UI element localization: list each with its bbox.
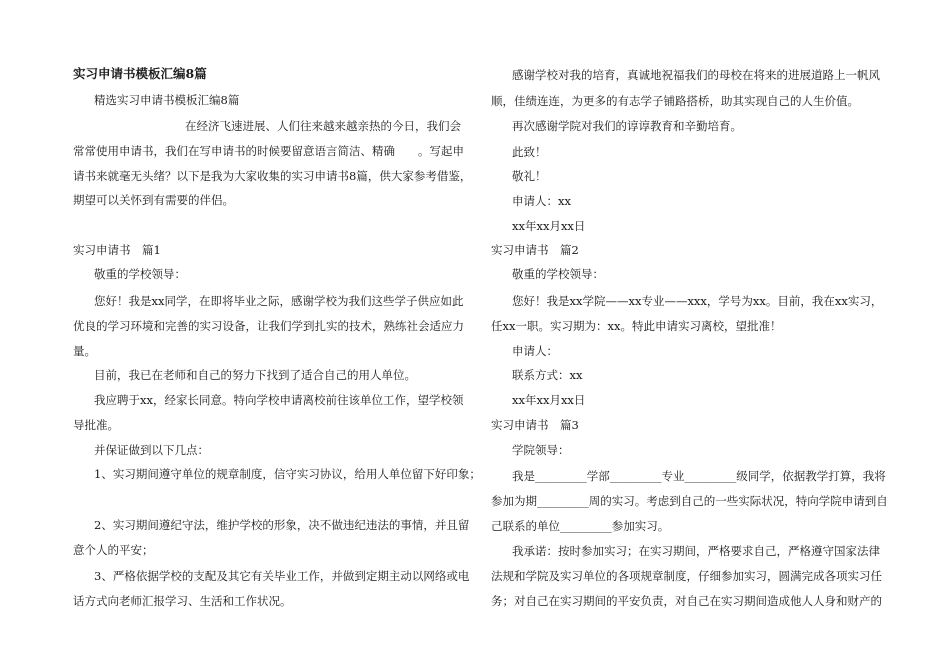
- list-item: 2、实习期间遵纪守法，维护学校的形象，决不做违纪违法的事情，并且留: [94, 518, 470, 532]
- list-item: 话方式向老师汇报学习、生活和工作状况。: [73, 594, 292, 608]
- date: xx年xx月xx日: [512, 393, 586, 407]
- paragraph-line: 务；对自己在实习期间的平安负责，对自己在实习期间造成他人人身和财产的: [491, 594, 882, 608]
- paragraph-line: 再次感谢学院对我们的谆谆教育和辛勤培育。: [512, 119, 742, 133]
- intro-line: 在经济飞速进展、人们往来越来越亲热的今日，我们会: [185, 119, 461, 133]
- paragraph-line: 量。: [73, 344, 96, 358]
- paragraph-line: 顺，佳绩连连，为更多的有志学子铺路搭桥，助其实现自己的人生价值。: [491, 94, 859, 108]
- paragraph-line: 并保证做到以下几点：: [94, 443, 209, 457]
- intro-line: 常常使用申请书，我们在写申请书的时候要留意语言简洁、精确 。写起申: [73, 144, 464, 158]
- closing: 此致！: [512, 145, 547, 159]
- paragraph-line: 您好！我是xx同学，在即将毕业之际，感谢学校为我们这些学子供应如此: [94, 294, 464, 308]
- list-item: 意个人的平安；: [73, 543, 154, 557]
- intro-line: 期望可以关怀到有需要的伴侣。: [73, 193, 234, 207]
- document-title: 实习申请书模板汇编8篇: [73, 66, 207, 81]
- paragraph-line: 优良的学习环境和完善的实习设备，让我们学到扎实的技术，熟练社会适应力: [73, 319, 464, 333]
- document-subtitle: 精选实习申请书模板汇编8篇: [94, 93, 240, 107]
- date: xx年xx月xx日: [512, 219, 586, 233]
- paragraph-line: 目前，我已在老师和自己的努力下找到了适合自己的用人单位。: [94, 368, 416, 382]
- section-heading: 实习申请书 篇1: [73, 243, 161, 257]
- closing: 敬礼！: [512, 169, 547, 183]
- paragraph-line: 己联系的单位_________参加实习。: [491, 519, 670, 533]
- salutation: 敬重的学校领导：: [512, 267, 604, 281]
- paragraph-line: 我承诺：按时参加实习；在实习期间，严格要求自己，严格遵守国家法律: [512, 544, 880, 558]
- paragraph-line: 导批准。: [73, 418, 119, 432]
- paragraph-line: 法规和学院及实习单位的各项规章制度，仔细参加实习，圆满完成各项实习任: [491, 569, 882, 583]
- paragraph-line: 任xx一职。实习期为：xx。特此申请实习离校，望批准！: [491, 319, 782, 333]
- paragraph-line: 我是_________学部_________专业_________级同学，依据教学打算，我将: [512, 469, 886, 483]
- applicant: 申请人：xx: [512, 194, 571, 208]
- list-item: 1、实习期间遵守单位的规章制度，信守实习协议，给用人单位留下好印象；: [94, 467, 481, 481]
- section-heading: 实习申请书 篇3: [491, 418, 579, 432]
- paragraph-line: 我应聘于xx，经家长同意。特向学校申请离校前往该单位工作，望学校领: [94, 393, 464, 407]
- salutation: 敬重的学校领导：: [94, 267, 186, 281]
- paragraph-line: 参加为期_________周的实习。考虑到自己的一些实际状况，特向学院申请到自: [491, 494, 888, 508]
- intro-line: 请书来就毫无头绪？以下是我为大家收集的实习申请书8篇，供大家参考借鉴，: [73, 169, 472, 183]
- section-heading: 实习申请书 篇2: [491, 243, 579, 257]
- paragraph-line: 感谢学校对我的培育，真诚地祝福我们的母校在将来的进展道路上一帆风: [512, 68, 880, 82]
- list-item: 3、严格依据学校的支配及其它有关毕业工作，并做到定期主动以网络或电: [94, 569, 470, 583]
- applicant: 申请人：: [512, 344, 558, 358]
- contact: 联系方式：xx: [512, 368, 583, 382]
- salutation: 学院领导：: [512, 443, 570, 457]
- paragraph-line: 您好！我是xx学院——xx专业——xxx，学号为xx。目前，我在xx实习，: [512, 294, 883, 308]
